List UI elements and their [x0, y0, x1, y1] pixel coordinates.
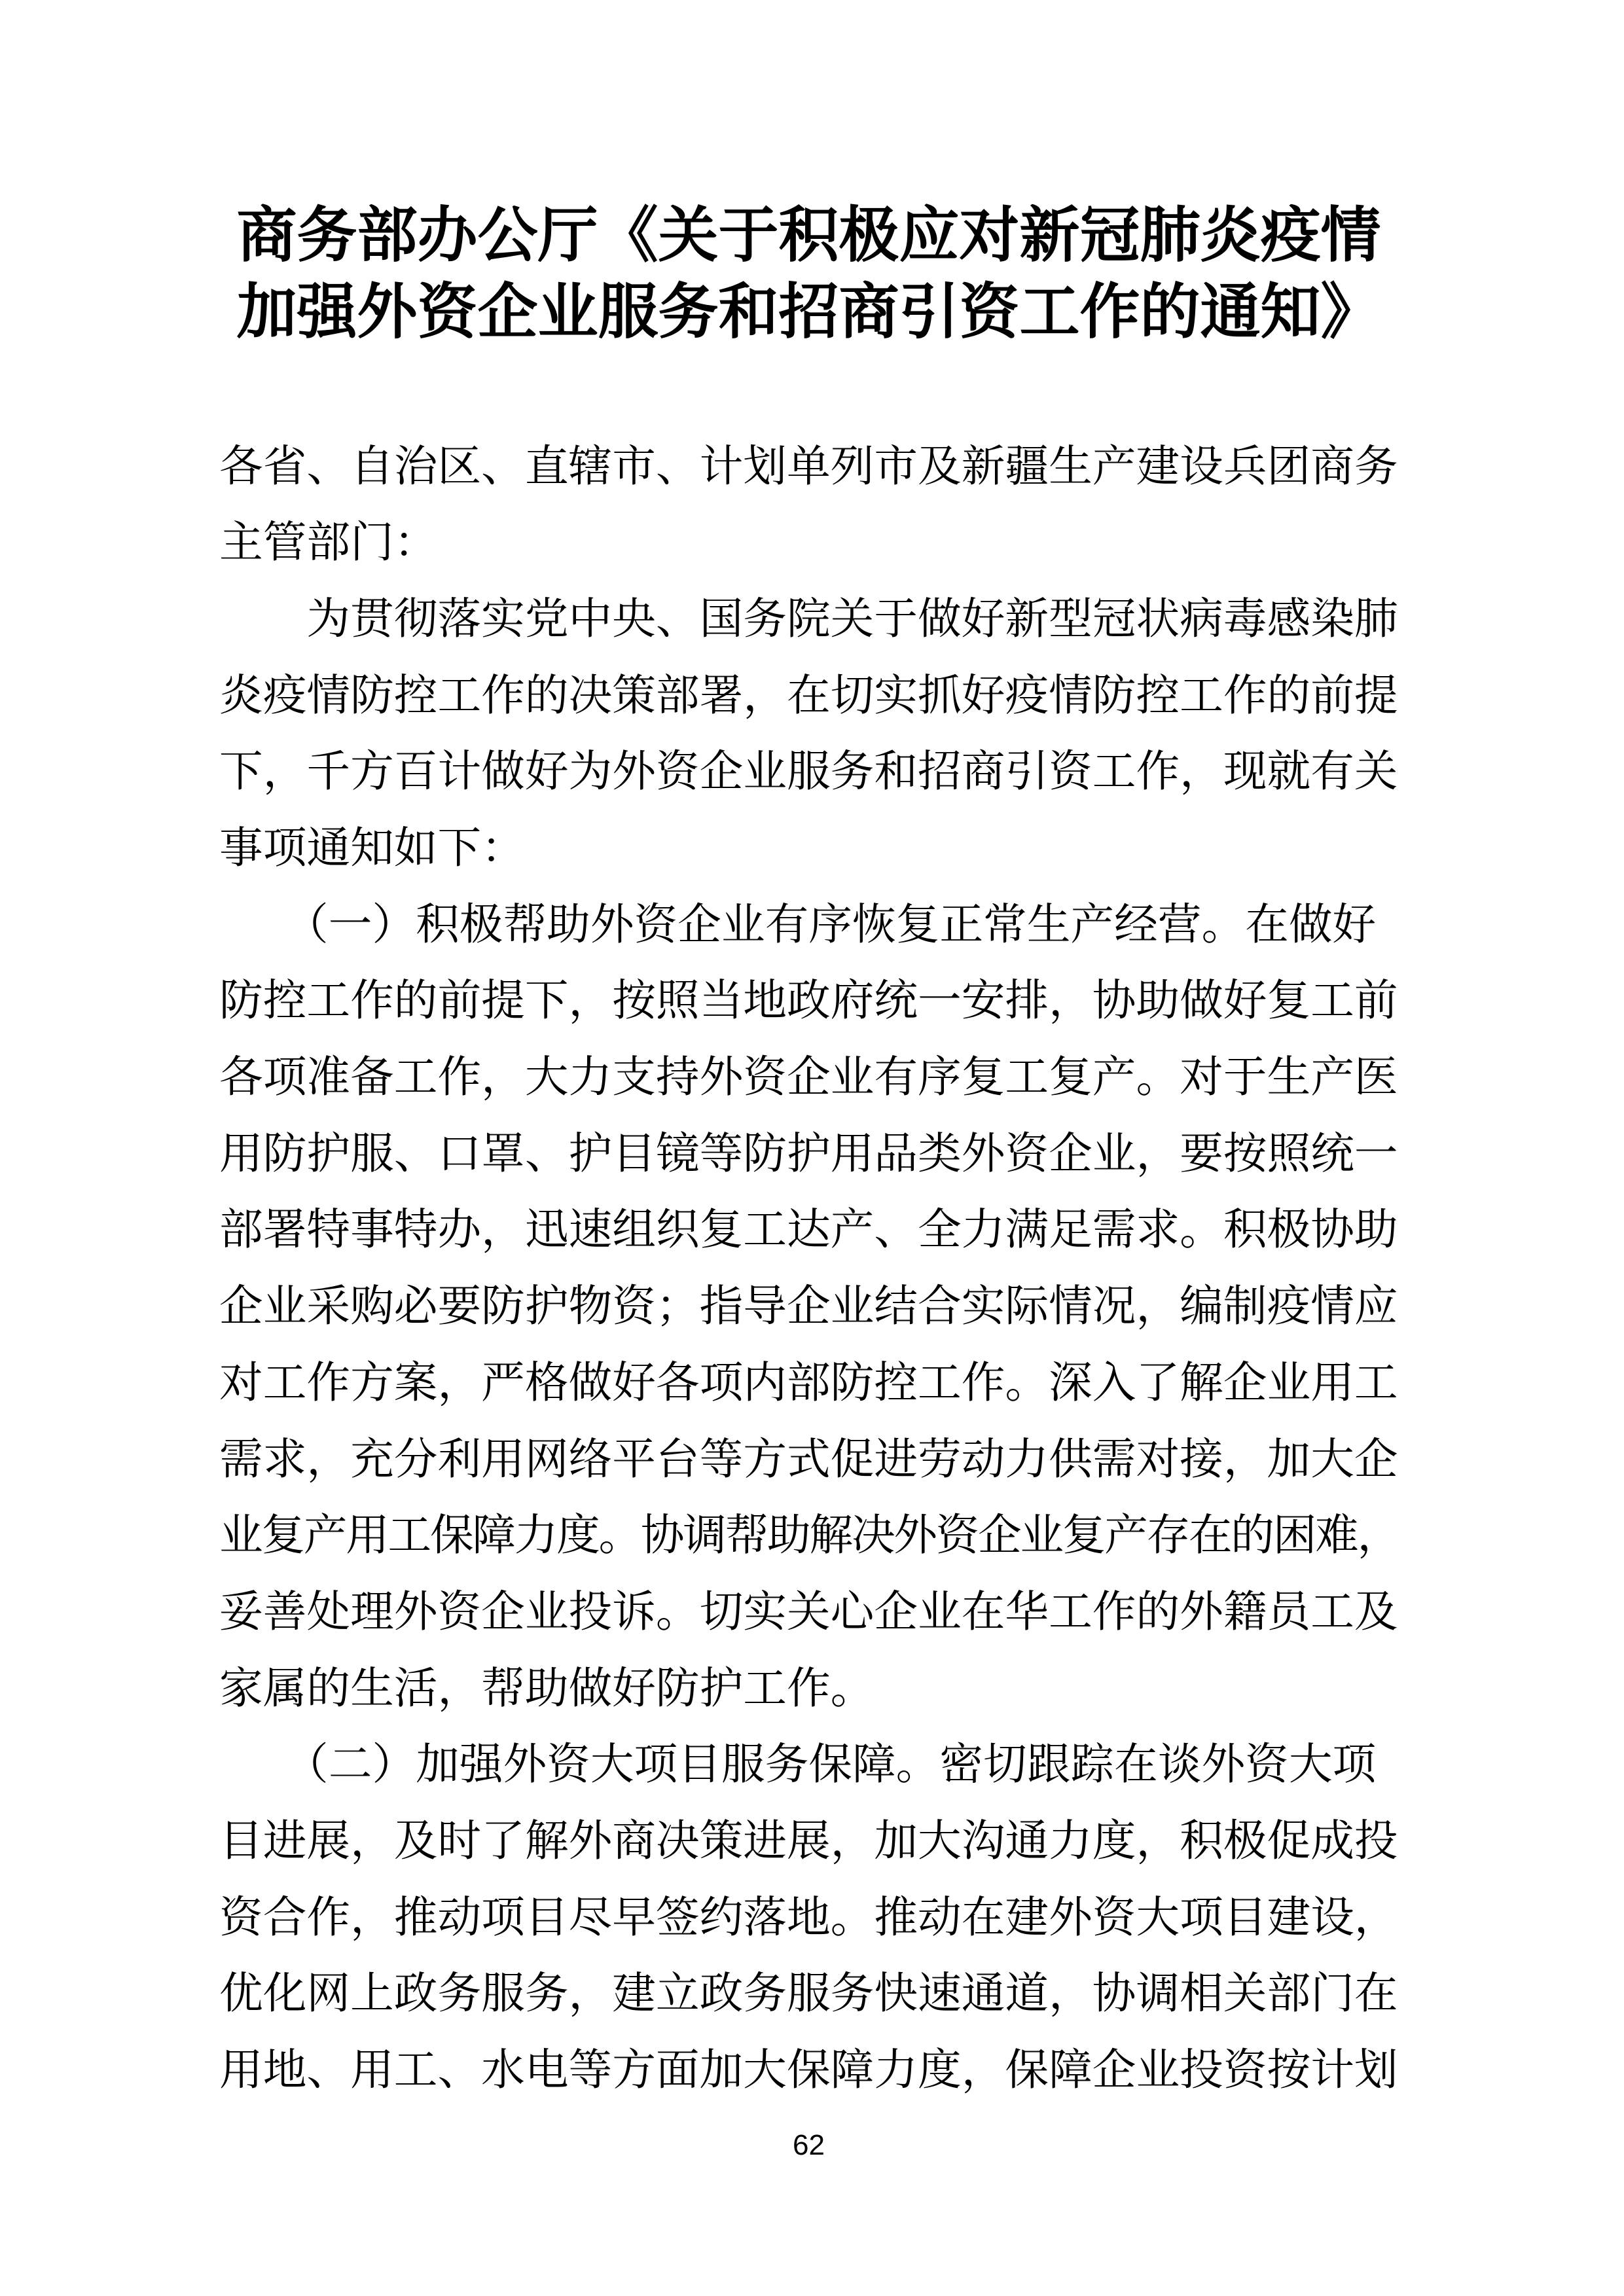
body-line: 需求，充分利用网络平台等方式促进劳动力供需对接，加大企 [219, 1435, 1398, 1484]
body-line: 用地、用工、水电等方面加大保障力度，保障企业投资按计划 [219, 2047, 1398, 2095]
body-line: （二）加强外资大项目服务保障。密切跟踪在谈外资大项 [219, 1741, 1377, 1789]
body-line: 企业采购必要防护物资；指导企业结合实际情况，编制疫情应 [219, 1283, 1398, 1331]
title-line-2: 加强外资企业服务和招商引资工作的通知》 [236, 278, 1381, 346]
body-line: 业复产用工保障力度。协调帮助解决外资企业复产存在的困难， [219, 1512, 1399, 1560]
body-line: 炎疫情防控工作的决策部署，在切实抓好疫情防控工作的前提 [219, 672, 1398, 720]
body-line: 下，千方百计做好为外资企业服务和招商引资工作，现就有关 [219, 748, 1398, 797]
body-line: 部署特事特办，迅速组织复工达产、全力满足需求。积极协助 [219, 1206, 1398, 1255]
body-line: 各项准备工作，大力支持外资企业有序复工复产。对于生产医 [219, 1054, 1398, 1102]
body-line: 对工作方案，严格做好各项内部防控工作。深入了解企业用工 [219, 1359, 1398, 1407]
body-line: 防控工作的前提下，按照当地政府统一安排，协助做好复工前 [219, 977, 1398, 1026]
title-line-1: 商务部办公厅《关于积极应对新冠肺炎疫情 [236, 202, 1381, 269]
document-body [219, 429, 1398, 2109]
page-number: 62 [793, 2129, 825, 2161]
body-line: 资合作，推动项目尽早签约落地。推动在建外资大项目建设， [219, 1893, 1398, 1942]
page-footer [219, 2108, 1398, 2191]
body-line: 用防护服、口罩、护目镜等防护用品类外资企业，要按照统一 [219, 1130, 1398, 1178]
body-line: 妥善处理外资企业投诉。切实关心企业在华工作的外籍员工及 [219, 1588, 1398, 1636]
body-line: 主管部门： [219, 519, 438, 567]
body-line: 家属的生活，帮助做好防护工作。 [219, 1664, 875, 1713]
body-line: 目进展，及时了解外商决策进展，加大沟通力度，积极促成投 [219, 1817, 1398, 1865]
body-line: 事项通知如下： [219, 825, 525, 873]
document-title [219, 198, 1398, 350]
body-line: （一）积极帮助外资企业有序恢复正常生产经营。在做好 [219, 901, 1377, 949]
body-line: 优化网上政务服务，建立政务服务快速通道，协调相关部门在 [219, 1970, 1398, 2018]
body-line: 为贯彻落实党中央、国务院关于做好新型冠状病毒感染肺 [219, 595, 1398, 643]
body-line: 各省、自治区、直辖市、计划单列市及新疆生产建设兵团商务 [219, 442, 1398, 491]
